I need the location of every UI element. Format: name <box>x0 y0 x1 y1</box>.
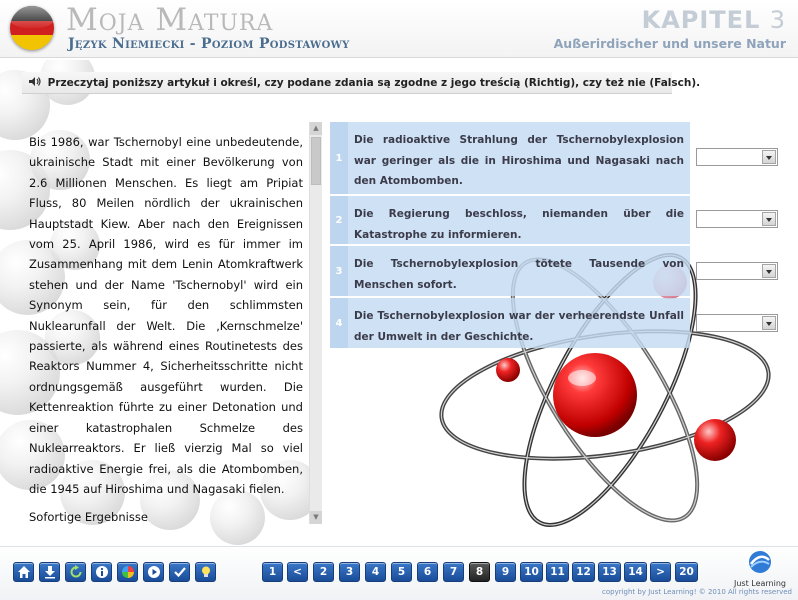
refresh-button[interactable] <box>65 562 86 582</box>
color-wheel-icon <box>121 565 135 579</box>
chapter-number: 3 <box>769 6 786 34</box>
copyright-text: copyright by Just Learning! © 2010 All rights reserved <box>602 588 792 596</box>
page-button-14[interactable]: 14 <box>624 562 647 582</box>
german-flag-icon <box>10 6 54 50</box>
statement-row <box>330 196 690 244</box>
instruction-bar <box>22 72 701 94</box>
answer-select-3[interactable] <box>696 262 778 280</box>
answer-select-2[interactable] <box>696 210 778 228</box>
scroll-down-icon[interactable]: ▼ <box>310 511 322 524</box>
chevron-down-icon[interactable] <box>762 150 776 164</box>
statement-text: Die Regierung beschloss, niemanden über die Katastrophe zu informieren. <box>354 208 684 241</box>
page-button-5[interactable]: 5 <box>391 562 412 582</box>
page-button-6[interactable]: 6 <box>417 562 438 582</box>
page-button-13[interactable]: 13 <box>598 562 621 582</box>
page-first-button[interactable]: 1 <box>262 562 283 582</box>
download-button[interactable] <box>39 562 60 582</box>
scroll-up-icon[interactable]: ▲ <box>310 122 322 135</box>
page-button-9[interactable]: 9 <box>495 562 516 582</box>
info-button[interactable] <box>91 562 112 582</box>
page-prev-button[interactable]: < <box>287 562 308 582</box>
chapter-subtitle: Außerirdischer und unsere Natur <box>553 36 786 51</box>
hint-button[interactable] <box>195 562 216 582</box>
app-title: Moja Matura <box>66 2 274 38</box>
statement-index: 1 <box>330 122 348 194</box>
chevron-down-icon[interactable] <box>762 264 776 278</box>
page-button-8-active[interactable]: 8 <box>469 562 490 582</box>
page-button-7[interactable]: 7 <box>443 562 464 582</box>
answer-select-4[interactable] <box>696 314 778 332</box>
check-button[interactable] <box>169 562 190 582</box>
chapter-label: KAPITEL <box>641 6 761 34</box>
statement-text: Die Tschernobylexplosion tötete Tausende von Menschen sofort. <box>354 258 684 291</box>
answer-select-1[interactable] <box>696 148 778 166</box>
statement-index: 4 <box>330 298 348 348</box>
color-wheel-button[interactable] <box>117 562 138 582</box>
bottom-toolbar <box>0 546 798 600</box>
play-icon <box>147 565 161 579</box>
statement-row <box>330 122 690 194</box>
page-button-4[interactable]: 4 <box>365 562 386 582</box>
play-button[interactable] <box>143 562 164 582</box>
speaker-icon[interactable] <box>28 76 42 87</box>
statement-text: Die radioaktive Strahlung der Tschernobylexplosion war geringer als die in Hiroshima und Nagasaki nach den Atombomben. <box>354 134 684 187</box>
check-icon <box>173 565 187 579</box>
instant-results-link[interactable]: Sofortige Ergebnisse <box>29 510 148 524</box>
app-subtitle: Język Niemiecki - Poziom Podstawowy <box>68 36 350 52</box>
header <box>0 0 798 58</box>
refresh-icon <box>69 565 83 579</box>
page-button-2[interactable]: 2 <box>313 562 334 582</box>
page-button-10[interactable]: 10 <box>520 562 543 582</box>
article-scrollbar[interactable] <box>309 122 322 524</box>
just-learning-logo-icon <box>747 550 773 574</box>
info-icon <box>95 565 109 579</box>
chevron-down-icon[interactable] <box>762 212 776 226</box>
logo-text: Just Learning <box>733 579 786 588</box>
home-icon <box>17 565 31 579</box>
page-button-3[interactable]: 3 <box>339 562 360 582</box>
statement-row <box>330 298 690 348</box>
page-next-button[interactable]: > <box>650 562 671 582</box>
statement-text: Die Tschernobylexplosion war der verheerendste Unfall der Umwelt in der Geschichte. <box>354 310 684 343</box>
just-learning-logo <box>728 550 792 588</box>
download-icon <box>43 565 57 579</box>
page-last-button[interactable]: 20 <box>675 562 698 582</box>
page-button-12[interactable]: 12 <box>572 562 595 582</box>
statement-index: 3 <box>330 246 348 296</box>
article-panel <box>22 122 322 524</box>
home-button[interactable] <box>13 562 34 582</box>
statements-list <box>330 122 690 350</box>
statement-row <box>330 246 690 296</box>
statement-index: 2 <box>330 196 348 244</box>
instruction-text: Przeczytaj poniższy artykuł i określ, czy podane zdania są zgodne z jego treścią (Richtig), czy też nie (Falsch). <box>47 77 701 89</box>
article-text: Bis 1986, war Tschernobyl eine unbedeutende, ukrainische Stadt mit einer Bevölkerung von 2.6 Millionen Menschen. Es liegt am Pripiat Fluss, 80 Meilen nördlich der ukrainischen Hauptstadt Kiew. Aber nach den Ereignissen vom 25. April 1986, wird es für immer im Zusammenhang mit dem Lenin Atomkraftwerk stehen und der Name 'Tschernobyl' wird ein Synonym sein, für den schlimmsten Nuklearunfall der Welt. Die ‚Kernschmelze' passierte, als während eines Routinetests des Reaktors Nummer 4, Sicherheitsschritte nicht ordnungsgemäß ausgeführt wurden. Die Kettenreaktion führte zu einer Detonation und einer katastrophalen Schmelze des Nuklearreaktors. Er ließ vierzig Mal so viel radioaktive Energie frei, als die Atombomben, die 1945 auf Hiroshima und Nagasaki fielen. <box>29 135 303 496</box>
page-button-11[interactable]: 11 <box>546 562 569 582</box>
scroll-thumb[interactable] <box>311 137 321 185</box>
lightbulb-icon <box>199 565 213 579</box>
chevron-down-icon[interactable] <box>762 316 776 330</box>
chapter-heading <box>642 6 786 34</box>
